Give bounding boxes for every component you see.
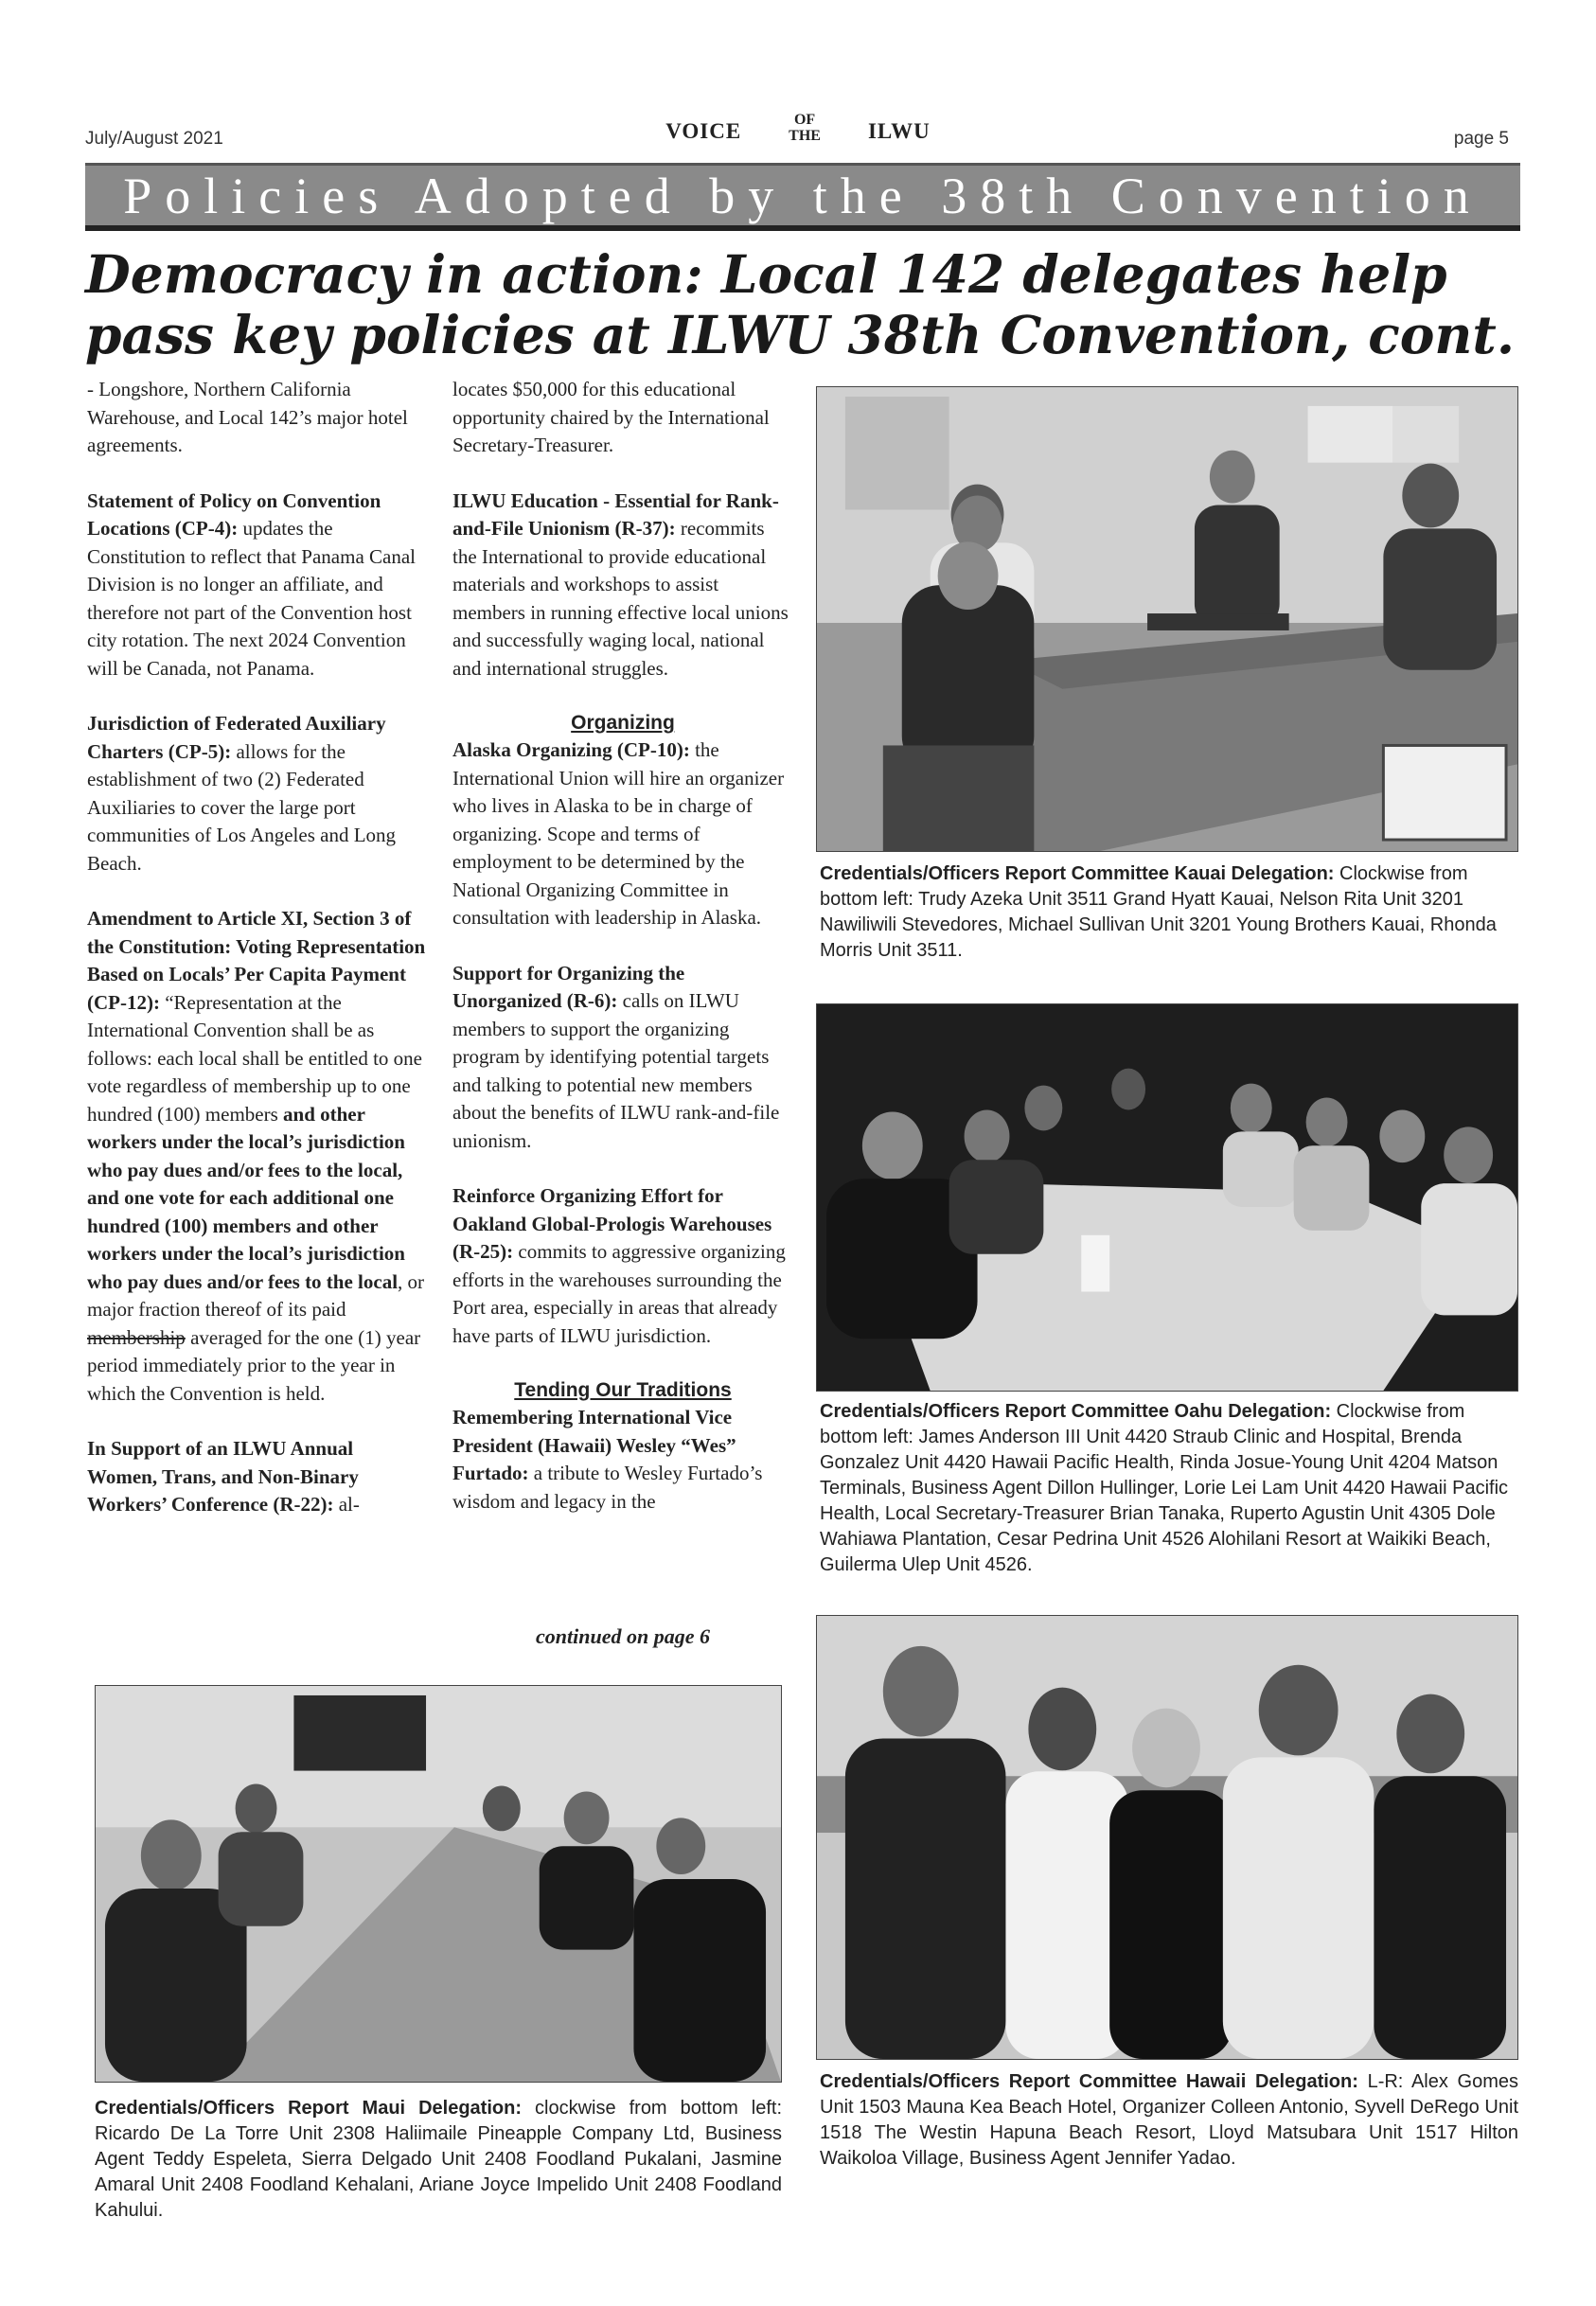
photo-oahu-delegation	[816, 1003, 1518, 1392]
policy-title: Alaska Organizing (CP-10):	[452, 738, 690, 761]
policy-title: Jurisdiction of Federated Auxiliary Charters (CP-5):	[87, 712, 386, 763]
paragraph: Jurisdiction of Federated Auxiliary Charters (CP-5): allows for the establishment of two (2) Federated Auxiliaries to cover the large port communities of Los Angeles and Long Beach.	[87, 712, 397, 875]
photo-hawaii-delegation	[816, 1615, 1518, 2060]
policy-title: In Support of an ILWU Annual Women, Trans, and Non-Binary Workers’ Conference (R-22):	[87, 1437, 359, 1516]
paragraph: ILWU Education - Essential for Rank-and-File Unionism (R-37): recommits the International to provide educational materials and workshops to assist members in running effective local unions and successfully waging local, national and international struggles.	[452, 488, 789, 680]
caption-oahu: Credentials/Officers Report Committee Oahu Delegation: Clockwise from bottom left: James Anderson III Unit 4420 Straub Clinic and Hospital, Brenda Gonzalez Unit 4420 Hawaii Pacific Health, Rinda Josue-Young Unit 4204 Matson Terminals, Business Agent Dillon Hullinger, Lorie Lei Lam Unit 4420 Hawaii Pacific Health, Local Secretary-Treasurer Brian Tanaka, Ruperto Agustin Unit 4305 Dole Wahiawa Plantation, Cesar Pedrina Unit 4526 Alohilani Resort at Waikiki Beach, Guilerma Ulep Unit 4526.	[820, 1401, 1509, 1575]
photo-kauai-delegation	[816, 386, 1518, 852]
masthead-of-the: OF THE	[789, 112, 821, 144]
photo-maui-delegation	[95, 1685, 782, 2083]
policy-title: Statement of Policy on Convention Locations (CP-4):	[87, 488, 381, 540]
issue-date: July/August 2021	[85, 129, 223, 149]
article-column-2	[452, 376, 793, 1543]
struck-text: membership	[87, 1325, 186, 1349]
masthead	[0, 112, 1596, 144]
caption-hawaii: Credentials/Officers Report Committee Hawaii Delegation: L-R: Alex Gomes Unit 1503 Mauna Kea Beach Hotel, Organizer Colleen Antonio, Syvell DeRego Unit 1518 The Westin Hapuna Beach Resort, Lloyd Matsubara Unit 1517 Hilton Waikoloa Village, Business Agent Jennifer Yadao.	[820, 2071, 1519, 2169]
caption-kauai: Credentials/Officers Report Committee Kauai Delegation: Clockwise from bottom left: Trudy Azeka Unit 3511 Grand Hyatt Kauai, Nelson Rita Unit 3201 Nawiliwili Stevedores, Michael Sullivan Unit 3201 Young Brothers Kauai, Rhonda Morris Unit 3511.	[820, 863, 1497, 961]
policy-title: Support for Organizing the Unorganized (R-6):	[452, 961, 685, 1012]
caption-title: Credentials/Officers Report Committee Hawaii Delegation:	[820, 2071, 1358, 2092]
page-number: page 5	[1453, 129, 1509, 149]
paragraph: locates $50,000 for this educational opportunity chaired by the International Secretary-Treasurer.	[452, 378, 770, 456]
caption-maui: Credentials/Officers Report Maui Delegation: clockwise from bottom left: Ricardo De La Torre Unit 2308 Haliimaile Pineapple Company Ltd, Business Agent Teddy Espeleta, Sierra Delgado Unit 2408 Foodland Pukalani, Jasmine Amaral Unit 2408 Foodland Kehalani, Ariane Joyce Impelido Unit 2408 Foodland Kahului.	[95, 2098, 782, 2221]
caption-title: Credentials/Officers Report Maui Delegation:	[95, 2098, 522, 2119]
paragraph: - Longshore, Northern California Warehouse, and Local 142’s major hotel agreements.	[87, 378, 408, 456]
paragraph: Support for Organizing the Unorganized (R-6): calls on ILWU members to support the organizing program by identifying potential targets and talking to potential new members about the benefits of ILWU rank-and-file unionism.	[452, 961, 780, 1152]
article-column-1	[87, 376, 428, 1547]
section-banner: Policies Adopted by the 38th Convention	[85, 163, 1520, 231]
paragraph: Alaska Organizing (CP-10): the International Union will hire an organizer who lives in Alaska to be in charge of organizing. Scope and terms of employment to be determined by the National Organizing Committee in consultation with leadership in Alaska.	[452, 738, 785, 929]
caption-title: Credentials/Officers Report Committee Oahu Delegation:	[820, 1401, 1332, 1422]
paragraph: Statement of Policy on Convention Locations (CP-4): updates the Constitution to reflect that Panama Canal Division is no longer an affiliate, and therefore not part of the Convention host city rotation. The next 2024 Convention will be Canada, not Panama.	[87, 488, 417, 680]
caption-title: Credentials/Officers Report Committee Kauai Delegation:	[820, 863, 1335, 884]
paragraph: Reinforce Organizing Effort for Oakland Global-Prologis Warehouses (R-25): commits to aggressive organizing efforts in the warehouses surrounding the Port area, especially in areas that already have parts of ILWU jurisdiction.	[452, 1184, 786, 1347]
policy-title: Amendment to Article XI, Section 3 of the Constitution: Voting Representation Based on Locals’ Per Capita Payment (CP-12):	[87, 907, 426, 1014]
masthead-ilwu: ILWU	[867, 119, 931, 143]
section-heading-traditions: Tending Our Traditions	[514, 1379, 732, 1401]
paragraph: In Support of an ILWU Annual Women, Trans, and Non-Binary Workers’ Conference (R-22): al-	[87, 1437, 360, 1516]
section-heading-organizing: Organizing	[571, 712, 675, 734]
paragraph: Remembering International Vice President (Hawaii) Wesley “Wes” Furtado: a tribute to Wesley Furtado’s wisdom and legacy in the	[452, 1406, 763, 1513]
policy-title: ILWU Education - Essential for Rank-and-File Unionism (R-37):	[452, 488, 779, 540]
paragraph: Amendment to Article XI, Section 3 of the Constitution: Voting Representation Based on Locals’ Per Capita Payment (CP-12): “Representation at the International Convention shall be as follows: each local shall be entitled to one vote regardless of membership up to one hundred (100) members and other workers under the local’s jurisdiction who pay dues and/or fees to the local, and one vote for each additional one hundred (100) members and other workers under the local’s jurisdiction who pay dues and/or fees to the local, or major fraction thereof of its paid membership averaged for the one (1) year period immediately prior to the year in which the Convention is held.	[87, 907, 426, 1405]
policy-title: Remembering International Vice President (Hawaii) Wesley “Wes” Furtado:	[452, 1406, 736, 1484]
continued-note: continued on page 6	[536, 1624, 710, 1648]
masthead-voice: VOICE	[665, 119, 742, 143]
policy-title: Reinforce Organizing Effort for Oakland Global-Prologis Warehouses (R-25):	[452, 1184, 772, 1263]
headline: Democracy in action: Local 142 delegates help pass key policies at ILWU 38th Convention, cont.	[85, 243, 1515, 365]
